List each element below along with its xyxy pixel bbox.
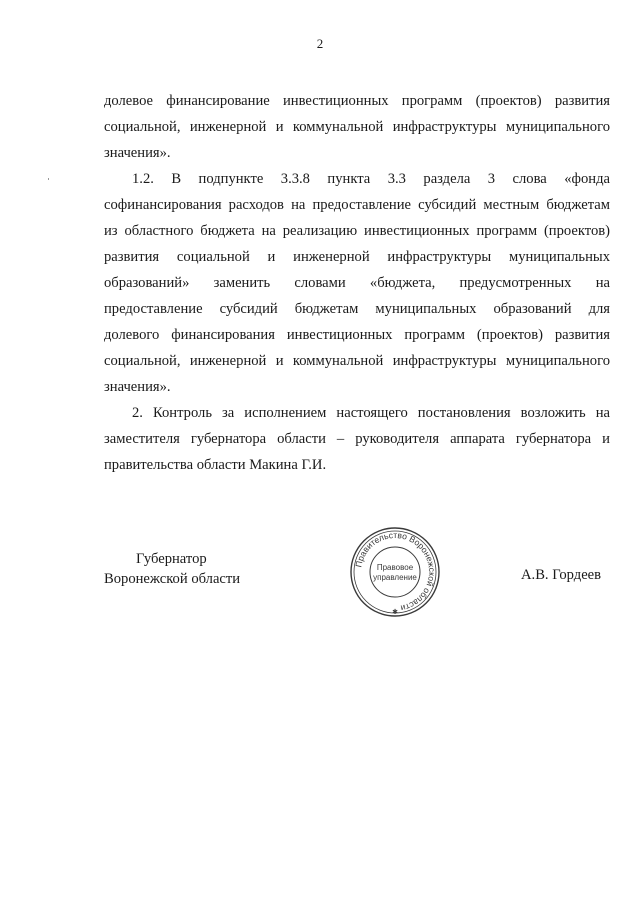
text-line: из областного бюджета на реализацию инвестиционных программ (проектов) <box>104 223 610 239</box>
seal-center-line-1: Правовое <box>376 563 414 572</box>
paragraph-continuation <box>104 88 610 166</box>
text-line: значения». <box>104 145 171 161</box>
signatory-position: Губернатор <box>136 551 207 567</box>
text-line: образований» заменить словами «бюджета, предусмотренных на <box>104 275 610 291</box>
text-line: предоставление субсидий бюджетам муниципальных образований для <box>104 301 610 317</box>
page-number: 2 <box>316 36 324 51</box>
text-line: социальной, инженерной и коммунальной инфраструктуры муниципального <box>104 119 610 135</box>
margin-mark <box>48 178 49 180</box>
text-line: долевого финансирования инвестиционных программ (проектов) развития <box>104 327 610 343</box>
text-line: 1.2. В подпункте 3.3.8 пункта 3.3 раздела 3 слова «фонда <box>132 171 610 187</box>
seal-outer-ring <box>351 528 439 616</box>
paragraph-1-2 <box>104 166 610 400</box>
signatory-name: А.В. Гордеев <box>521 567 602 583</box>
text-line: 2. Контроль за исполнением настоящего постановления возложить на <box>132 405 610 421</box>
paragraph-2 <box>104 400 610 478</box>
seal-ring-text: Правительство Воронежской области <box>353 529 438 614</box>
text-line: софинансирования расходов на предоставление субсидий местным бюджетам <box>104 197 610 213</box>
star-icon: ✱ <box>392 608 398 616</box>
seal-center-ring <box>370 547 420 597</box>
text-line: долевое финансирование инвестиционных программ (проектов) развития <box>104 93 610 109</box>
text-line: заместителя губернатора области – руководителя аппарата губернатора и <box>104 431 610 447</box>
signatory-title <box>104 549 240 589</box>
text-line: социальной, инженерной и коммунальной инфраструктуры муниципального <box>104 353 610 369</box>
seal-center-line-2: управление <box>373 573 417 582</box>
document-body <box>104 88 610 478</box>
text-line: значения». <box>104 379 171 395</box>
official-seal <box>349 526 441 618</box>
signatory-region: Воронежской области <box>104 571 241 587</box>
text-line: развития социальной и инженерной инфраструктуры муниципальных <box>104 249 610 265</box>
text-line: правительства области Макина Г.И. <box>104 457 327 473</box>
